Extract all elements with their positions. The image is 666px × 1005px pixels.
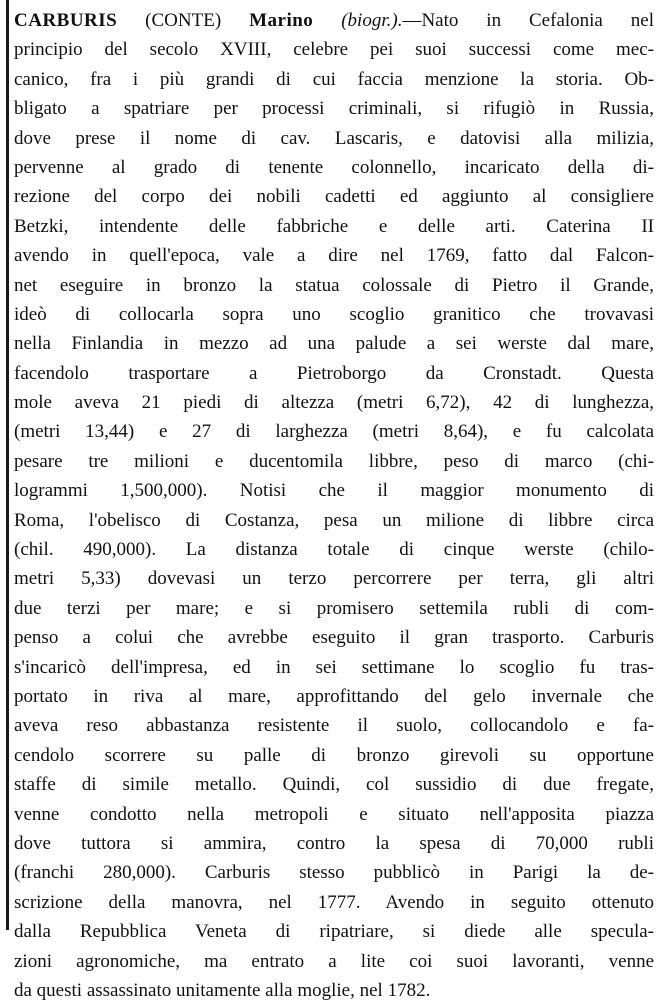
entry-line: rezione del corpo dei nobili cadetti ed aggiunto al consigliere	[14, 186, 654, 208]
entry-line: aveva reso abbastanza resistente il suolo, collocandolo e fa-	[14, 715, 654, 737]
column-rule	[6, 0, 9, 930]
entry-line: due terzi per mare; e si promisero settemila rubli di com-	[14, 597, 654, 619]
entry-line: bligato a spatriare per processi criminali, si rifugiò in Russia,	[14, 98, 654, 120]
entry-headword: CARBURIS	[14, 10, 118, 31]
entry-line: principio del secolo XVIII, celebre pei suoi successi come mec-	[14, 39, 654, 61]
entry-line: staffe di simile metallo. Quindi, col sussidio di due fregate,	[14, 774, 654, 796]
entry-title: (CONTE)	[145, 10, 222, 31]
entry-line-0: —Nato in Cefalonia nel	[402, 10, 654, 31]
entry-line: mole aveva 21 piedi di altezza (metri 6,72), 42 di lunghezza,	[14, 392, 654, 414]
entry-line: nella Finlandia in mezzo ad una palude a sei werste dal mare,	[14, 333, 654, 355]
entry-line: Betzki, intendente delle fabbriche e delle arti. Caterina II	[14, 215, 654, 237]
entry-line: cendolo scorrere su palle di bronzo girevoli su opportune	[14, 744, 654, 766]
entry-line: avendo in quell'epoca, vale a dire nel 1769, fatto dal Falcon-	[14, 245, 654, 267]
entry-line: portato in riva al mare, approfittando del gelo invernale che	[14, 685, 654, 707]
entry-line: (chil. 490,000). La distanza totale di cinque werste (chilo-	[14, 539, 654, 561]
entry-line: metri 5,33) dovevasi un terzo percorrere per terra, gli altri	[14, 568, 654, 590]
entry-line: s'incaricò dell'impresa, ed in sei settimane lo scoglio fu tras-	[14, 656, 654, 678]
entry-line: facendolo trasportare a Pietroborgo da Cronstadt. Questa	[14, 362, 654, 384]
entry-line: net eseguire in bronzo la statua colossale di Pietro il Grande,	[14, 274, 654, 296]
entry-line: scrizione della manovra, nel 1777. Avendo in seguito ottenuto	[14, 891, 654, 913]
entry-first-line	[14, 6, 654, 35]
entry-line: ideò di collocarla sopra uno scoglio granitico che trovavasi	[14, 303, 654, 325]
entry-line: venne condotto nella metropoli e situato nell'apposita piazza	[14, 803, 654, 825]
entry-line: dalla Repubblica Veneta di ripatriare, si diede alle specula-	[14, 921, 654, 943]
entry-line: (franchi 280,000). Carburis stesso pubblicò in Parigi la de-	[14, 862, 654, 884]
entry-line: zioni agronomiche, ma entrato a lite coi suoi lavoranti, venne	[14, 950, 654, 972]
entry-line-last: da questi assassinato unitamente alla moglie, nel 1782.	[14, 979, 431, 1001]
entry-line: pervenne al grado di tenente colonnello, incaricato della di-	[14, 156, 654, 178]
entry-line: Roma, l'obelisco di Costanza, pesa un milione di libbre circa	[14, 509, 654, 531]
entry-name: Marino	[249, 10, 314, 31]
entry-line: logrammi 1,500,000). Notisi che il maggior monumento di	[14, 480, 654, 502]
entry-line: (metri 13,44) e 27 di larghezza (metri 8,64), e fu calcolata	[14, 421, 654, 443]
entry-line: dove prese il nome di cav. Lascaris, e datovisi alla milizia,	[14, 127, 654, 149]
entry-line: pesare tre milioni e ducentomila libbre, peso di marco (chi-	[14, 450, 654, 472]
entry-line: penso a colui che avrebbe eseguito il gran trasporto. Carburis	[14, 627, 654, 649]
entry-line: dove tuttora si ammira, contro la spesa di 70,000 rubli	[14, 832, 654, 854]
entry-line: canico, fra i più grandi di cui faccia menzione la storia. Ob-	[14, 68, 654, 90]
entry-category: (biogr.).	[341, 10, 403, 31]
dictionary-entry-carburis	[14, 6, 654, 1005]
